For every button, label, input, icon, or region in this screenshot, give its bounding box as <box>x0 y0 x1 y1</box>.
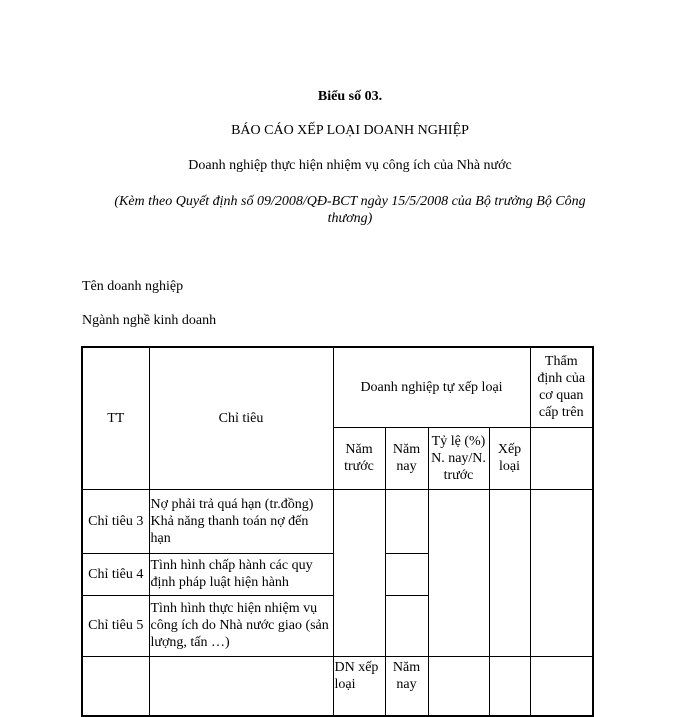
subheader-this-year: Năm nay <box>385 427 428 489</box>
table-cell <box>385 595 428 656</box>
decision-note: (Kèm theo Quyết định số 09/2008/QĐ-BCT ngày 15/5/2008 của Bộ trưởng Bộ Công thương) <box>114 194 586 226</box>
table-cell <box>149 656 333 716</box>
company-name-label: Tên doanh nghiệp <box>82 279 184 294</box>
table-cell <box>530 489 593 656</box>
form-number: Biểu số 03. <box>317 89 383 104</box>
row-description: Tình hình thực hiện nhiệm vụ công ích do Nhà nước giao (sản lượng, tấn …) <box>149 595 333 656</box>
row-description <box>149 489 333 553</box>
report-subtitle: Doanh nghiệp thực hiện nhiệm vụ công ích của Nhà nước <box>188 158 512 173</box>
col-header-self-rating: Doanh nghiệp tự xếp loại <box>333 347 530 427</box>
table-cell <box>385 553 428 595</box>
subheader-rank: Xếp loại <box>489 427 530 489</box>
row-description: Tình hình chấp hành các quy định pháp luật hiện hành <box>149 553 333 595</box>
table-cell <box>530 427 593 489</box>
table-cell <box>530 656 593 716</box>
row-tt: Chỉ tiêu 4 <box>82 553 149 595</box>
rating-table <box>81 346 594 717</box>
row-description-line: Nợ phải trả quá hạn (tr.đồng) <box>150 496 314 512</box>
table-cell <box>385 489 428 553</box>
row-tt: Chỉ tiêu 5 <box>82 595 149 656</box>
subheader-prev-year: Năm trước <box>333 427 385 489</box>
table-cell <box>333 489 385 656</box>
col-header-appraisal: Thẩm định của cơ quan cấp trên <box>530 347 593 427</box>
table-cell <box>489 489 530 656</box>
subheader-ratio: Tỷ lệ (%) N. nay/N. trước <box>428 427 489 489</box>
col-header-tt: TT <box>82 347 149 489</box>
row-tt: Chỉ tiêu 3 <box>82 489 149 553</box>
col-header-chitieu: Chỉ tiêu <box>149 347 333 489</box>
table-cell <box>428 489 489 656</box>
table-cell <box>82 656 149 716</box>
table-cell <box>428 656 489 716</box>
table-cell <box>489 656 530 716</box>
business-line-label: Ngành nghề kinh doanh <box>82 313 217 328</box>
report-title: BÁO CÁO XẾP LOẠI DOANH NGHIỆP <box>231 123 469 138</box>
final-this-year: Năm nay <box>385 656 428 716</box>
row-description-line: Khả năng thanh toán nợ đến hạn <box>150 513 309 546</box>
final-dn-rank: DN xếp loại <box>333 656 385 716</box>
